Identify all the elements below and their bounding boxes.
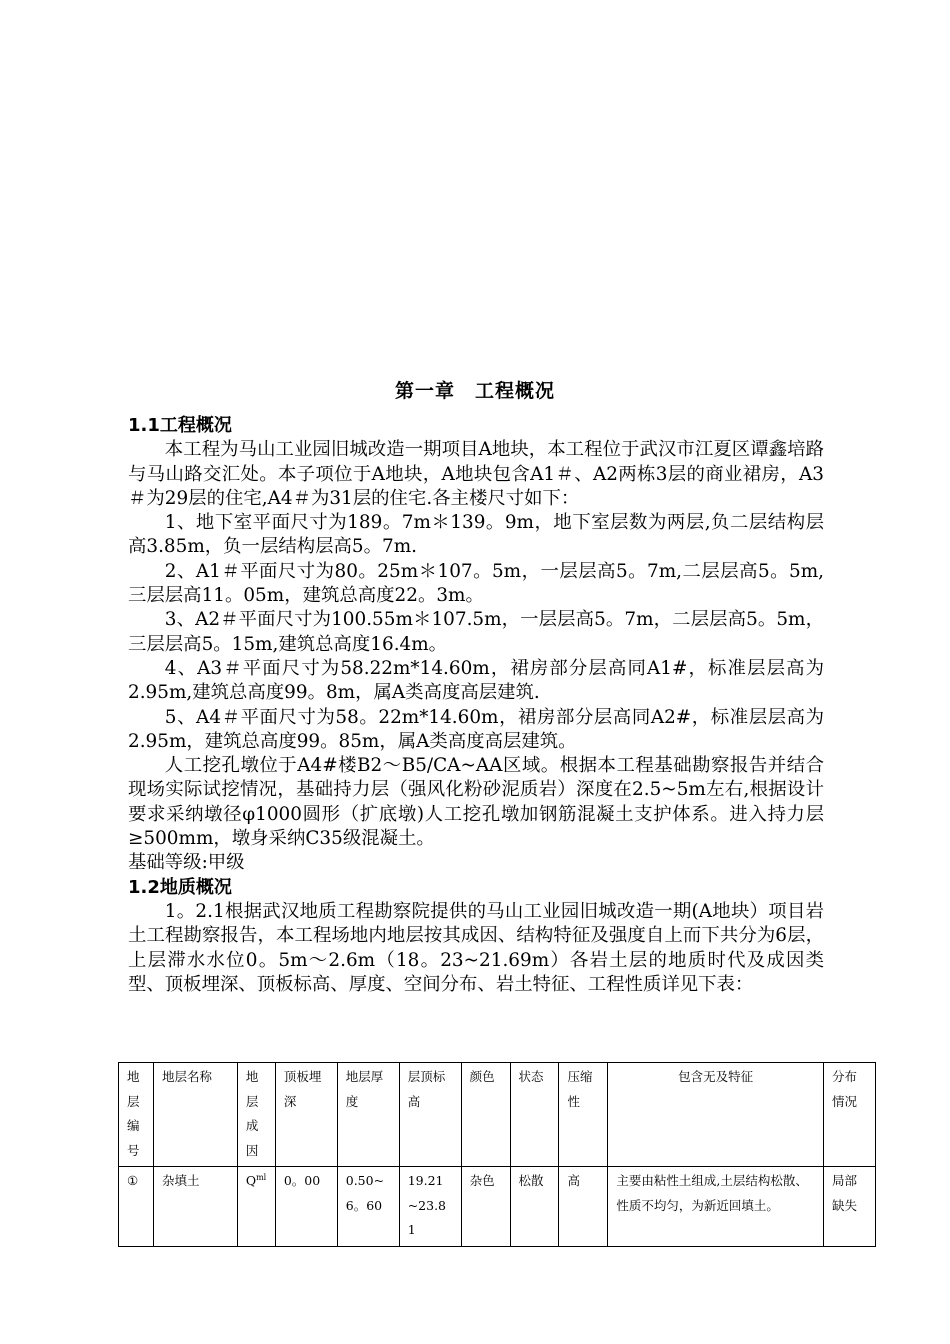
table-header-cell: 压缩性 <box>559 1063 608 1167</box>
paragraph: 人工挖孔墩位于A4#楼B2～B5/CA~AA区域。根据本工程基础勘察报告并结合现场实际试挖情况，基础持力层（强风化粉砂泥质岩）深度在2.5~5m左右,根据设计要求采纳墩径φ1000圆形（扩底墩)人工挖孔墩加钢筋混凝土支护体系。进入持力层≥500mm，墩身采纳C35级混凝土。 <box>128 755 824 850</box>
table-cell: 19.21~23.81 <box>399 1167 461 1247</box>
table-row <box>119 1167 876 1247</box>
paragraph: 3、A2＃平面尺寸为100.55m＊107.5m，一层层高5。7m，二层层高5。5m，三层层高5。15m,建筑总高度16.4m。 <box>128 609 824 655</box>
table-header-cell: 顶板埋深 <box>275 1063 337 1167</box>
table-cell <box>237 1167 275 1247</box>
section-heading-1-1: 1.1工程概况 <box>128 415 232 436</box>
table-header-cell: 层顶标高 <box>399 1063 461 1167</box>
table-header-cell: 分布情况 <box>823 1063 875 1167</box>
paragraph: 5、A4＃平面尺寸为58。22m*14.60m，裙房部分层高同A2#，标准层层高为2.95m，建筑总高度99。85m，属A类高度高层建筑。 <box>128 706 824 752</box>
table-cell: 杂填土 <box>153 1167 237 1247</box>
strata-table <box>118 1062 876 1247</box>
table-cell: 主要由粘性土组成,土层结构松散、性质不均匀，为新近回填土。 <box>608 1167 824 1247</box>
foundation-grade: 基础等级:甲级 <box>128 852 245 874</box>
table-cell: 局部缺失 <box>823 1167 875 1247</box>
table-header-cell: 颜色 <box>461 1063 510 1167</box>
table-header-cell: 地层编号 <box>119 1063 154 1167</box>
table-cell: 0.50~6。60 <box>337 1167 399 1247</box>
table-header-row <box>119 1063 876 1167</box>
table-cell: 高 <box>559 1167 608 1247</box>
table-cell: 杂色 <box>461 1167 510 1247</box>
origin-symbol: Q <box>245 1173 257 1188</box>
table-cell: 松散 <box>510 1167 559 1247</box>
table-cell: ① <box>119 1167 154 1247</box>
table-header-cell: 地层厚度 <box>337 1063 399 1167</box>
paragraph: 2、A1＃平面尺寸为80。25m＊107。5m，一层层高5。7m,二层层高5。5m,三层层高11。05m，建筑总高度22。3m。 <box>128 560 824 607</box>
origin-superscript: ml <box>256 1172 267 1182</box>
section-heading-1-2: 1.2地质概况 <box>128 876 232 898</box>
document-body <box>128 414 824 997</box>
table-header-cell: 地层成因 <box>237 1063 275 1167</box>
paragraph: 1。2.1根据武汉地质工程勘察院提供的马山工业园旧城改造一期(A地块）项目岩土工程勘察报告，本工程场地内地层按其成因、结构特征及强度自上而下共分为6层，上层滞水水位0。5m～2.6m（18。23~21.69m）各岩土层的地质时代及成因类型、顶板埋深、顶板标高、厚度、空间分布、岩土特征、工程性质详见下表： <box>128 900 824 995</box>
table-header-cell: 状态 <box>510 1063 559 1167</box>
chapter-title: 第一章 工程概况 <box>394 380 555 402</box>
table-header-cell: 包含无及特征 <box>608 1063 824 1167</box>
paragraph: 4、A3＃平面尺寸为58.22m*14.60m，裙房部分层高同A1#，标准层层高为2.95m,建筑总高度99。8m，属A类高度高层建筑. <box>128 657 824 704</box>
table-header-cell: 地层名称 <box>153 1063 237 1167</box>
paragraph: 本工程为马山工业园旧城改造一期项目A地块，本工程位于武汉市江夏区谭鑫培路与马山路交汇处。本子项位于A地块，A地块包含A1＃、A2两栋3层的商业裙房，A3＃为29层的住宅,A4＃为31层的住宅.各主楼尺寸如下： <box>128 439 824 509</box>
table-cell: 0。00 <box>275 1167 337 1247</box>
paragraph: 1、地下室平面尺寸为189。7m＊139。9m，地下室层数为两层,负二层结构层高3.85m，负一层结构层高5。7m. <box>128 512 824 558</box>
